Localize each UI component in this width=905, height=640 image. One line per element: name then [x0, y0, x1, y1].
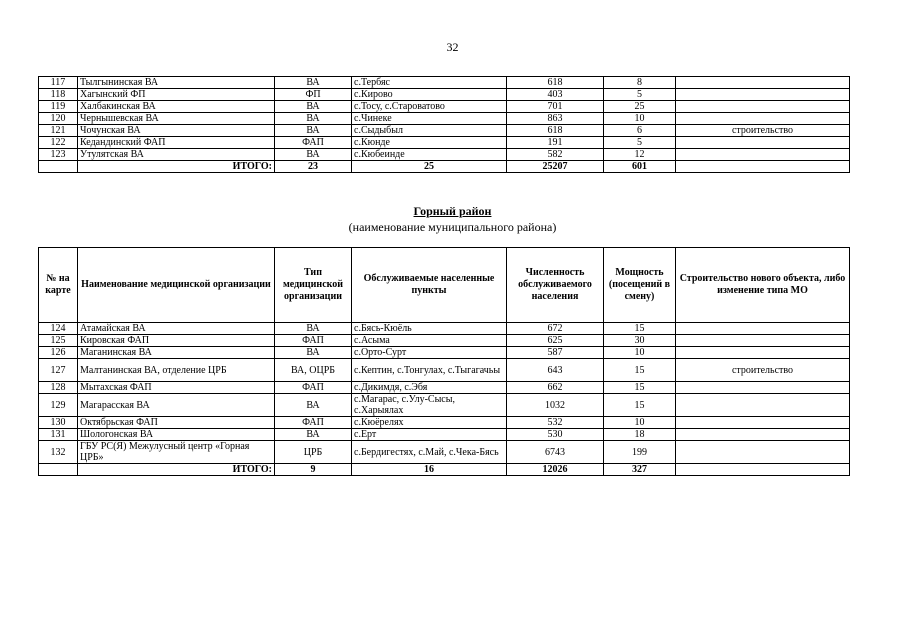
cell-population: 1032 — [507, 394, 604, 417]
header-name: Наименование медицинской организации — [78, 248, 275, 323]
cell-note — [676, 417, 850, 429]
cell-name: Кедандинский ФАП — [78, 137, 275, 149]
cell-num: 127 — [39, 359, 78, 382]
cell-population: 625 — [507, 335, 604, 347]
cell-points: с.Чинеке — [352, 113, 507, 125]
cell-name: Маганинская ВА — [78, 347, 275, 359]
cell-points: с.Асыма — [352, 335, 507, 347]
cell-population: 618 — [507, 77, 604, 89]
total-types: 23 — [275, 161, 352, 173]
cell-note — [676, 429, 850, 441]
table-row — [39, 323, 850, 335]
cell-type: ВА — [275, 149, 352, 161]
cell-type: ВА — [275, 101, 352, 113]
cell-num: 121 — [39, 125, 78, 137]
cell-capacity: 199 — [604, 441, 676, 464]
table-row — [39, 89, 850, 101]
cell-capacity: 15 — [604, 382, 676, 394]
cell-name: Кировская ФАП — [78, 335, 275, 347]
cell-type: ФАП — [275, 137, 352, 149]
cell-name: Мытахская ФАП — [78, 382, 275, 394]
table-previous-district-body — [39, 77, 850, 173]
total-empty-cell — [676, 161, 850, 173]
cell-num: 118 — [39, 89, 78, 101]
total-empty-cell — [39, 464, 78, 476]
cell-num: 124 — [39, 323, 78, 335]
cell-name: Чернышевская ВА — [78, 113, 275, 125]
cell-note: строительство — [676, 125, 850, 137]
cell-type: ВА — [275, 77, 352, 89]
cell-capacity: 15 — [604, 359, 676, 382]
cell-num: 131 — [39, 429, 78, 441]
table-row — [39, 149, 850, 161]
cell-capacity: 10 — [604, 113, 676, 125]
cell-population: 532 — [507, 417, 604, 429]
cell-name: ГБУ РС(Я) Межулусный центр «Горная ЦРБ» — [78, 441, 275, 464]
cell-type: ВА — [275, 113, 352, 125]
cell-note — [676, 149, 850, 161]
cell-population: 403 — [507, 89, 604, 101]
cell-capacity: 8 — [604, 77, 676, 89]
cell-note — [676, 441, 850, 464]
table-previous-district — [38, 76, 850, 173]
table-row — [39, 113, 850, 125]
cell-note — [676, 77, 850, 89]
cell-note — [676, 113, 850, 125]
cell-points: с.Бясь-Кюёль — [352, 323, 507, 335]
table-header-row — [39, 248, 850, 323]
total-label: ИТОГО: — [78, 464, 275, 476]
cell-name: Чочунская ВА — [78, 125, 275, 137]
table-row — [39, 347, 850, 359]
cell-type: ФАП — [275, 382, 352, 394]
cell-note — [676, 101, 850, 113]
cell-points: с.Тербяс — [352, 77, 507, 89]
table-row — [39, 382, 850, 394]
cell-type: ВА, ОЦРБ — [275, 359, 352, 382]
cell-num: 128 — [39, 382, 78, 394]
cell-points: с.Тосу, с.Староватово — [352, 101, 507, 113]
table-row — [39, 101, 850, 113]
cell-population: 701 — [507, 101, 604, 113]
cell-population: 643 — [507, 359, 604, 382]
header-num: № на карте — [39, 248, 78, 323]
cell-type: ВА — [275, 394, 352, 417]
cell-population: 191 — [507, 137, 604, 149]
cell-name: Хагынский ФП — [78, 89, 275, 101]
cell-points: с.Ерт — [352, 429, 507, 441]
cell-population: 6743 — [507, 441, 604, 464]
cell-population: 863 — [507, 113, 604, 125]
cell-name: Атамайская ВА — [78, 323, 275, 335]
cell-type: ВА — [275, 347, 352, 359]
cell-points: с.Бердигестях, с.Май, с.Чека-Бясь — [352, 441, 507, 464]
cell-name: Утулятская ВА — [78, 149, 275, 161]
cell-capacity: 5 — [604, 137, 676, 149]
table-row — [39, 394, 850, 417]
cell-population: 587 — [507, 347, 604, 359]
page-number: 32 — [446, 40, 459, 54]
cell-type: ЦРБ — [275, 441, 352, 464]
total-points: 16 — [352, 464, 507, 476]
cell-note — [676, 394, 850, 417]
table-row — [39, 441, 850, 464]
header-type: Тип медицинской организации — [275, 248, 352, 323]
cell-population: 530 — [507, 429, 604, 441]
cell-note: строительство — [676, 359, 850, 382]
cell-capacity: 10 — [604, 347, 676, 359]
cell-num: 125 — [39, 335, 78, 347]
total-capacity: 601 — [604, 161, 676, 173]
cell-name: Халбакинская ВА — [78, 101, 275, 113]
cell-note — [676, 137, 850, 149]
cell-num: 119 — [39, 101, 78, 113]
total-capacity: 327 — [604, 464, 676, 476]
header-population: Численность обслуживаемого населения — [507, 248, 604, 323]
cell-type: ВА — [275, 429, 352, 441]
total-label: ИТОГО: — [78, 161, 275, 173]
table-row — [39, 335, 850, 347]
cell-population: 618 — [507, 125, 604, 137]
cell-num: 123 — [39, 149, 78, 161]
cell-note — [676, 323, 850, 335]
cell-type: ФАП — [275, 335, 352, 347]
cell-type: ФАП — [275, 417, 352, 429]
cell-num: 120 — [39, 113, 78, 125]
cell-num: 130 — [39, 417, 78, 429]
total-points: 25 — [352, 161, 507, 173]
cell-num: 132 — [39, 441, 78, 464]
cell-num: 117 — [39, 77, 78, 89]
header-capacity: Мощность (посещений в смену) — [604, 248, 676, 323]
total-row — [39, 161, 850, 173]
cell-type: ФП — [275, 89, 352, 101]
header-note: Строительство нового объекта, либо изменение типа МО — [676, 248, 850, 323]
cell-num: 122 — [39, 137, 78, 149]
cell-population: 672 — [507, 323, 604, 335]
table-row — [39, 359, 850, 382]
cell-population: 582 — [507, 149, 604, 161]
cell-capacity: 10 — [604, 417, 676, 429]
total-types: 9 — [275, 464, 352, 476]
cell-capacity: 12 — [604, 149, 676, 161]
header-points: Обслуживаемые населенные пункты — [352, 248, 507, 323]
table-row — [39, 77, 850, 89]
cell-type: ВА — [275, 323, 352, 335]
cell-note — [676, 347, 850, 359]
table-row — [39, 137, 850, 149]
cell-capacity: 15 — [604, 323, 676, 335]
total-population: 12026 — [507, 464, 604, 476]
table-row — [39, 417, 850, 429]
cell-num: 129 — [39, 394, 78, 417]
cell-points: с.Кюёрелях — [352, 417, 507, 429]
section-subtitle: (наименование муниципального района) — [348, 220, 557, 234]
cell-points: с.Кептин, с.Тонгулах, с.Тыгагачьы — [352, 359, 507, 382]
cell-population: 662 — [507, 382, 604, 394]
cell-num: 126 — [39, 347, 78, 359]
cell-points: с.Кюбеинде — [352, 149, 507, 161]
cell-points: с.Дикимдя, с.Эбя — [352, 382, 507, 394]
cell-note — [676, 382, 850, 394]
cell-capacity: 5 — [604, 89, 676, 101]
cell-points: с.Кирово — [352, 89, 507, 101]
table-row — [39, 125, 850, 137]
cell-name: Малтанинская ВА, отделение ЦРБ — [78, 359, 275, 382]
cell-type: ВА — [275, 125, 352, 137]
cell-points: с.Орто-Сурт — [352, 347, 507, 359]
total-row — [39, 464, 850, 476]
cell-points: с.Сыдыбыл — [352, 125, 507, 137]
cell-name: Тылгынинская ВА — [78, 77, 275, 89]
cell-capacity: 30 — [604, 335, 676, 347]
total-population: 25207 — [507, 161, 604, 173]
section-title: Горный район — [413, 204, 492, 218]
cell-points: с.Магарас, с.Улу-Сысы, с.Харыялах — [352, 394, 507, 417]
table-gorny-district — [38, 247, 850, 476]
cell-capacity: 18 — [604, 429, 676, 441]
total-empty-cell — [39, 161, 78, 173]
cell-note — [676, 335, 850, 347]
table-gorny-district-body — [39, 323, 850, 476]
total-empty-cell — [676, 464, 850, 476]
cell-name: Магарасская ВА — [78, 394, 275, 417]
cell-note — [676, 89, 850, 101]
cell-name: Шологонская ВА — [78, 429, 275, 441]
table-row — [39, 429, 850, 441]
cell-capacity: 25 — [604, 101, 676, 113]
cell-name: Октябрьская ФАП — [78, 417, 275, 429]
cell-points: с.Кюнде — [352, 137, 507, 149]
cell-capacity: 15 — [604, 394, 676, 417]
cell-capacity: 6 — [604, 125, 676, 137]
